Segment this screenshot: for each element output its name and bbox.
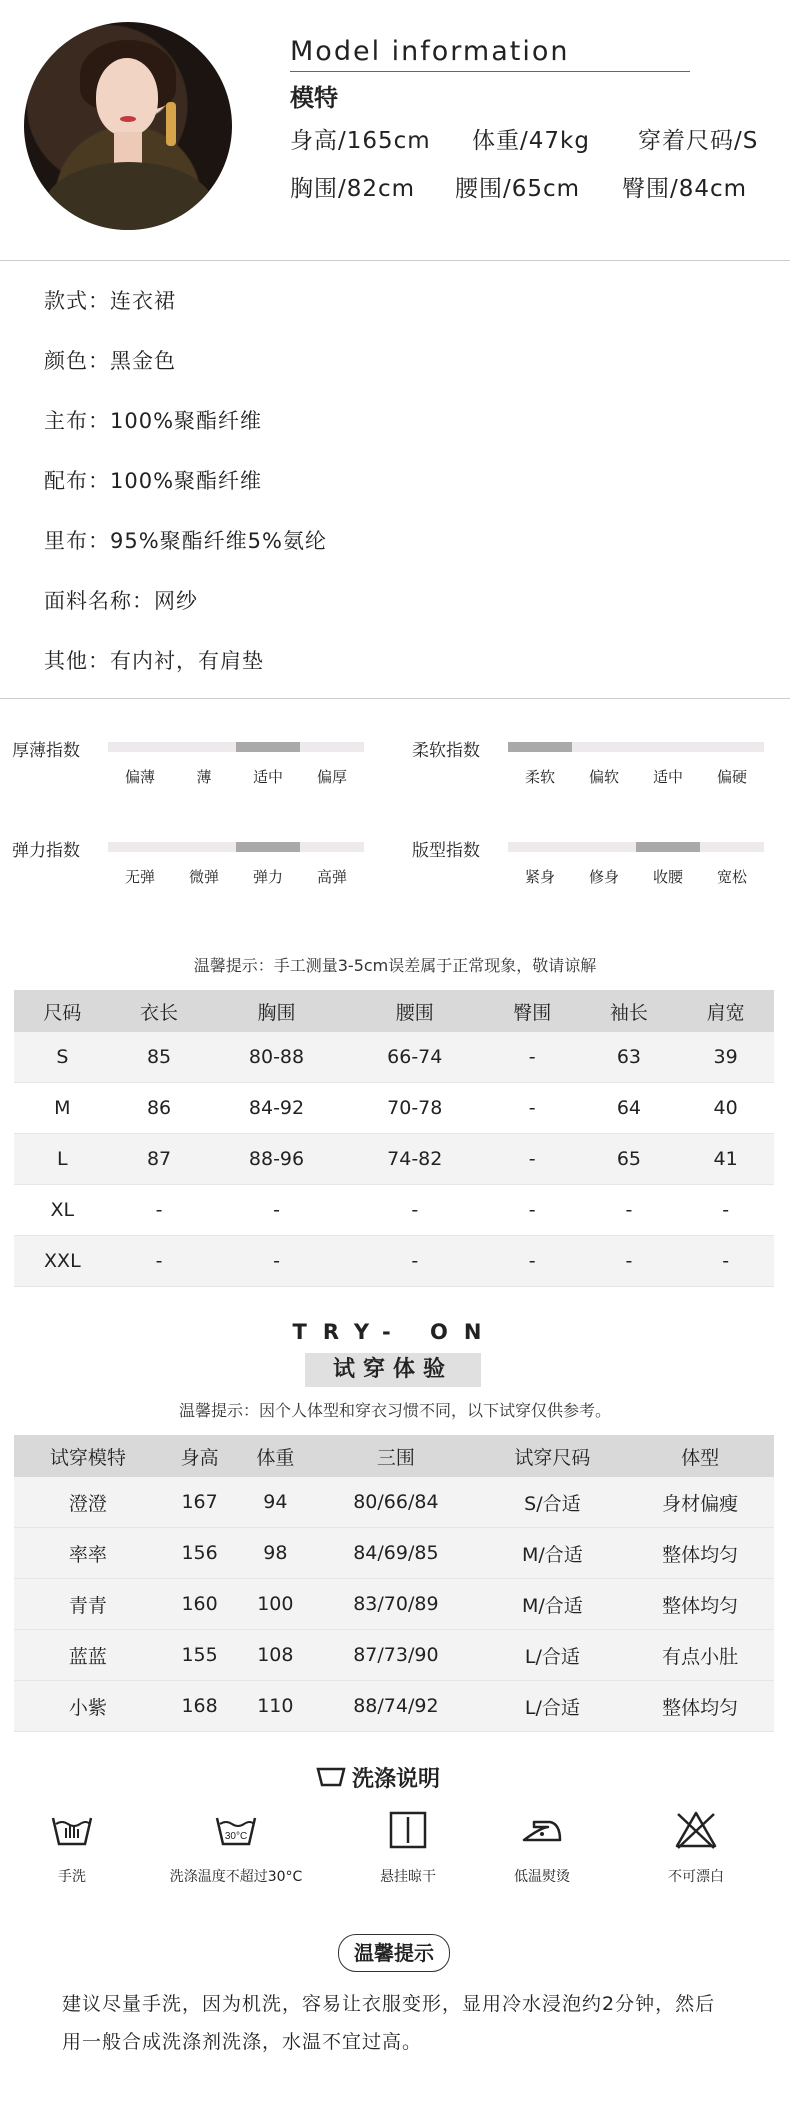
table-cell: M/合适 [479,1579,627,1630]
table-cell: 整体均匀 [626,1528,774,1579]
index-scale-label: 柔软 [524,768,555,786]
title-underline [290,71,690,72]
index-scale-label: 修身 [588,868,619,886]
table-cell: 澄澄 [14,1477,162,1528]
table-header-cell: 臀围 [484,990,581,1032]
table-cell: 83/70/89 [313,1579,478,1630]
no-bleach-icon [674,1808,718,1852]
attr-main-fabric: 主布：100%聚酯纤维 [44,409,263,433]
table-cell: 168 [162,1681,238,1732]
model-size: 穿着尺码/S [638,128,759,154]
table-cell: S/合适 [479,1477,627,1528]
table-cell: L/合适 [479,1630,627,1681]
table-header-cell: 腰围 [346,990,484,1032]
table-cell: 39 [677,1032,774,1083]
table-cell: 98 [237,1528,313,1579]
tryon-subheading: 试穿体验 [305,1353,481,1387]
table-cell: - [677,1185,774,1236]
section-divider [0,260,790,261]
table-row [14,1185,774,1236]
table-cell: 110 [237,1681,313,1732]
attr-color: 颜色：黑金色 [44,349,176,373]
table-cell: 84-92 [207,1083,345,1134]
table-cell: 身材偏瘦 [626,1477,774,1528]
table-cell: - [581,1236,678,1287]
table-cell: - [111,1236,208,1287]
table-cell: L [14,1134,111,1185]
attr-secondary-fabric: 配布：100%聚酯纤维 [44,469,263,493]
attr-fabric-name: 面料名称：网纱 [44,589,198,613]
low-iron-icon [520,1808,564,1852]
index-scale-label: 适中 [252,768,283,786]
model-photo [24,22,232,230]
table-header-cell: 衣长 [111,990,208,1032]
model-bust: 胸围/82cm [290,176,416,202]
table-cell: S [14,1032,111,1083]
attr-other: 其他：有内衬，有肩垫 [44,649,264,673]
table-cell: M [14,1083,111,1134]
index-scale-bar [108,842,364,852]
index-scale-label: 弹力 [252,868,283,886]
index-title: 厚薄指数 [12,741,80,761]
table-row [14,1236,774,1287]
model-hip: 臀围/84cm [622,176,748,202]
table-cell: 整体均匀 [626,1681,774,1732]
index-scale-bar [508,842,764,852]
table-header-cell: 袖长 [581,990,678,1032]
table-cell: XXL [14,1236,111,1287]
table-cell: 蓝蓝 [14,1630,162,1681]
tips-title: 温馨提示 [338,1934,450,1972]
table-header-cell: 试穿尺码 [479,1435,627,1477]
table-cell: M/合适 [479,1528,627,1579]
index-title: 版型指数 [412,841,480,861]
table-cell: - [484,1236,581,1287]
table-row [14,1032,774,1083]
table-cell: - [484,1083,581,1134]
table-cell: 100 [237,1579,313,1630]
wash-basin-icon [316,1765,346,1789]
index-scale-label: 高弹 [316,868,347,886]
table-header-cell: 三围 [313,1435,478,1477]
low-iron-label: 低温熨烫 [514,1869,570,1885]
index-scale-label: 微弹 [188,868,219,886]
table-header-cell: 体重 [237,1435,313,1477]
table-cell: 85 [111,1032,208,1083]
table-header-cell: 试穿模特 [14,1435,162,1477]
index-scale-label: 适中 [652,768,683,786]
table-cell: 64 [581,1083,678,1134]
table-cell: 66-74 [346,1032,484,1083]
table-cell: - [346,1236,484,1287]
table-cell: 84/69/85 [313,1528,478,1579]
tryon-heading: TRY- ON [292,1320,498,1344]
table-cell: 80/66/84 [313,1477,478,1528]
table-row [14,1477,774,1528]
table-cell: 63 [581,1032,678,1083]
model-height: 身高/165cm [290,128,431,154]
table-cell: 小紫 [14,1681,162,1732]
index-title: 弹力指数 [12,841,80,861]
no-bleach-label: 不可漂白 [668,1869,724,1885]
index-scale-label: 偏软 [588,768,619,786]
table-cell: - [581,1185,678,1236]
table-cell: 155 [162,1630,238,1681]
table-row [14,1134,774,1185]
model-info-title: Model information [290,36,570,67]
table-cell: 率率 [14,1528,162,1579]
table-cell: - [484,1185,581,1236]
index-scale-label: 偏厚 [316,768,347,786]
size-notice: 温馨提示：手工测量3-5cm误差属于正常现象，敬请谅解 [193,956,597,975]
section-divider [0,698,790,699]
tryon-table [14,1435,774,1732]
hang-dry-label: 悬挂晾干 [380,1869,436,1885]
hand-wash-icon [50,1808,94,1852]
index-title: 柔软指数 [412,741,480,761]
model-weight: 体重/47kg [472,128,590,154]
model-subtitle: 模特 [290,84,338,112]
table-cell: 108 [237,1630,313,1681]
table-cell: - [484,1032,581,1083]
table-row [14,1630,774,1681]
table-cell: - [207,1185,345,1236]
model-waist: 腰围/65cm [455,176,581,202]
index-scale-label: 宽松 [716,868,747,886]
index-scale-label: 薄 [196,768,212,786]
table-cell: 87 [111,1134,208,1185]
index-scale-label: 收腰 [652,868,683,886]
index-scale-label: 紧身 [524,868,555,886]
size-table [14,990,774,1287]
table-cell: 87/73/90 [313,1630,478,1681]
table-cell: XL [14,1185,111,1236]
table-cell: - [677,1236,774,1287]
index-scale-marker [236,742,300,752]
table-header-cell: 体型 [626,1435,774,1477]
hang-dry-icon [386,1808,430,1852]
table-header-cell: 肩宽 [677,990,774,1032]
tryon-notice: 温馨提示：因个人体型和穿衣习惯不同，以下试穿仅供参考。 [178,1401,611,1420]
wash-30-icon [214,1808,258,1852]
wash-30-label: 洗涤温度不超过30°C [169,1869,303,1885]
table-header-cell: 胸围 [207,990,345,1032]
attr-style: 款式：连衣裙 [44,289,176,313]
table-cell: 94 [237,1477,313,1528]
index-scale-label: 偏薄 [124,768,155,786]
table-cell: 80-88 [207,1032,345,1083]
table-cell: 青青 [14,1579,162,1630]
table-row [14,1528,774,1579]
table-cell: 88-96 [207,1134,345,1185]
index-scale-bar [508,742,764,752]
table-row [14,1681,774,1732]
wash-30-icon-text: 30°C [224,1831,248,1842]
table-header-cell: 尺码 [14,990,111,1032]
tips-text-line1: 建议尽量手洗，因为机洗，容易让衣服变形，显用冷水浸泡约2分钟，然后 [62,1993,716,2015]
table-cell: 70-78 [346,1083,484,1134]
table-cell: 40 [677,1083,774,1134]
index-scale-label: 偏硬 [716,768,747,786]
index-scale-label: 无弹 [124,868,155,886]
table-cell: 65 [581,1134,678,1185]
table-cell: - [346,1185,484,1236]
table-cell: 86 [111,1083,208,1134]
table-row [14,1579,774,1630]
table-cell: 整体均匀 [626,1579,774,1630]
table-cell: 41 [677,1134,774,1185]
washing-title: 洗涤说明 [352,1767,441,1792]
index-scale-marker [508,742,572,752]
index-scale-bar [108,742,364,752]
table-cell: 156 [162,1528,238,1579]
attr-lining: 里布：95%聚酯纤维5%氨纶 [44,529,327,553]
table-cell: - [484,1134,581,1185]
table-cell: 74-82 [346,1134,484,1185]
index-scale-marker [636,842,700,852]
table-cell: - [207,1236,345,1287]
tips-text-line2: 用一般合成洗涤剂洗涤，水温不宜过高。 [62,2031,423,2053]
table-header-cell: 身高 [162,1435,238,1477]
index-scale-marker [236,842,300,852]
table-cell: 有点小肚 [626,1630,774,1681]
table-cell: L/合适 [479,1681,627,1732]
hand-wash-label: 手洗 [58,1869,86,1885]
table-cell: - [111,1185,208,1236]
table-cell: 167 [162,1477,238,1528]
table-row [14,1083,774,1134]
table-cell: 88/74/92 [313,1681,478,1732]
table-cell: 160 [162,1579,238,1630]
